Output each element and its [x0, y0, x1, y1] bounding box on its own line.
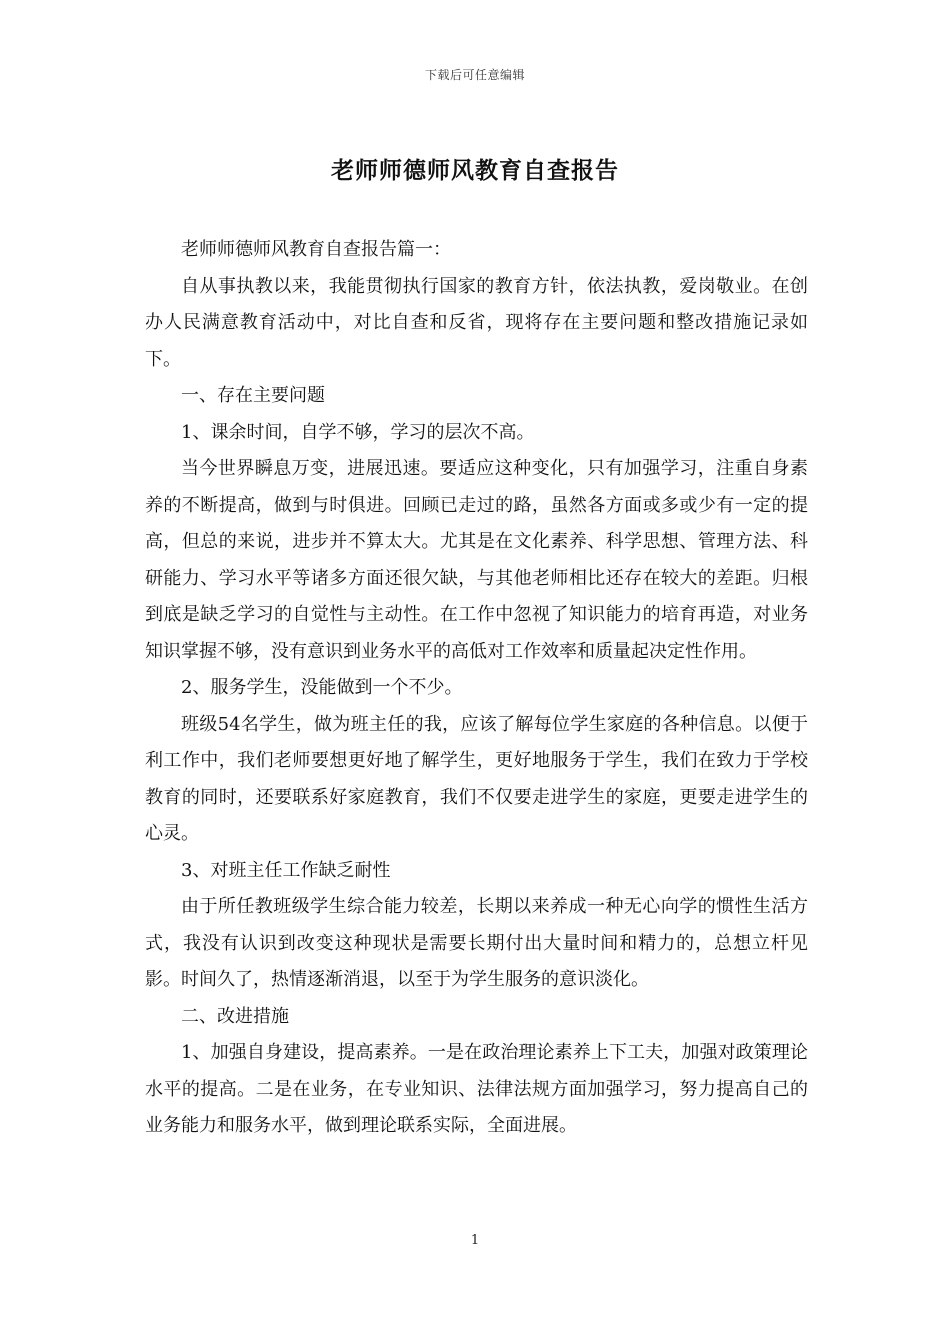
- document-title: 老师师德师风教育自查报告: [331, 158, 619, 184]
- paragraph: 自从事执教以来，我能贯彻执行国家的教育方针，依法执教，爱岗敬业。在创办人民满意教育活动中，对比自查和反省，现将存在主要问题和整改措施记录如下。: [145, 275, 808, 370]
- paragraph: 1、加强自身建设，提高素养。一是在政治理论素养上下工夫，加强对政策理论水平的提高。二是在业务，在专业知识、法律法规方面加强学习，努力提高自己的业务能力和服务水平，做到理论联系实际，全面进展。: [145, 1042, 808, 1136]
- document-body: [145, 232, 808, 1145]
- subheading: 1、课余时间，自学不够，学习的层次不高。: [181, 421, 535, 443]
- section-heading: 二、改进措施: [181, 1005, 289, 1027]
- paragraph: 班级54名学生，做为班主任的我，应该了解每位学生家庭的各种信息。以便于利工作中，我们老师要想更好地了解学生，更好地服务于学生，我们在致力于学校教育的同时，还要联系好家庭教育，我们不仅要走进学生的家庭，更要走进学生的心灵。: [145, 713, 808, 844]
- paragraph: 当今世界瞬息万变，进展迅速。要适应这种变化，只有加强学习，注重自身素养的不断提高，做到与时俱进。回顾已走过的路，虽然各方面或多或少有一定的提高，但总的来说，进步并不算太大。尤其是在文化素养、科学思想、管理方法、科研能力、学习水平等诸多方面还很欠缺，与其他老师相比还存在较大的差距。归根到底是缺乏学习的自觉性与主动性。在工作中忽视了知识能力的培育再造，对业务知识掌握不够，没有意识到业务水平的高低对工作效率和质量起决定性作用。: [145, 458, 808, 662]
- subheading: 2、服务学生，没能做到一个不少。: [181, 677, 463, 698]
- header-note: 下载后可任意编辑: [424, 68, 525, 82]
- section-heading: 一、存在主要问题: [181, 385, 325, 406]
- page-number: 1: [470, 1233, 480, 1248]
- subheading: 3、对班主任工作缺乏耐性: [181, 859, 391, 881]
- paragraph: 由于所任教班级学生综合能力较差，长期以来养成一种无心向学的惯性生活方式，我没有认识到改变这种现状是需要长期付出大量时间和精力的，总想立杆见影。时间久了，热情逐渐消退，以至于为学生服务的意识淡化。: [145, 896, 808, 990]
- paragraph-intro: 老师师德师风教育自查报告篇一：: [181, 239, 451, 260]
